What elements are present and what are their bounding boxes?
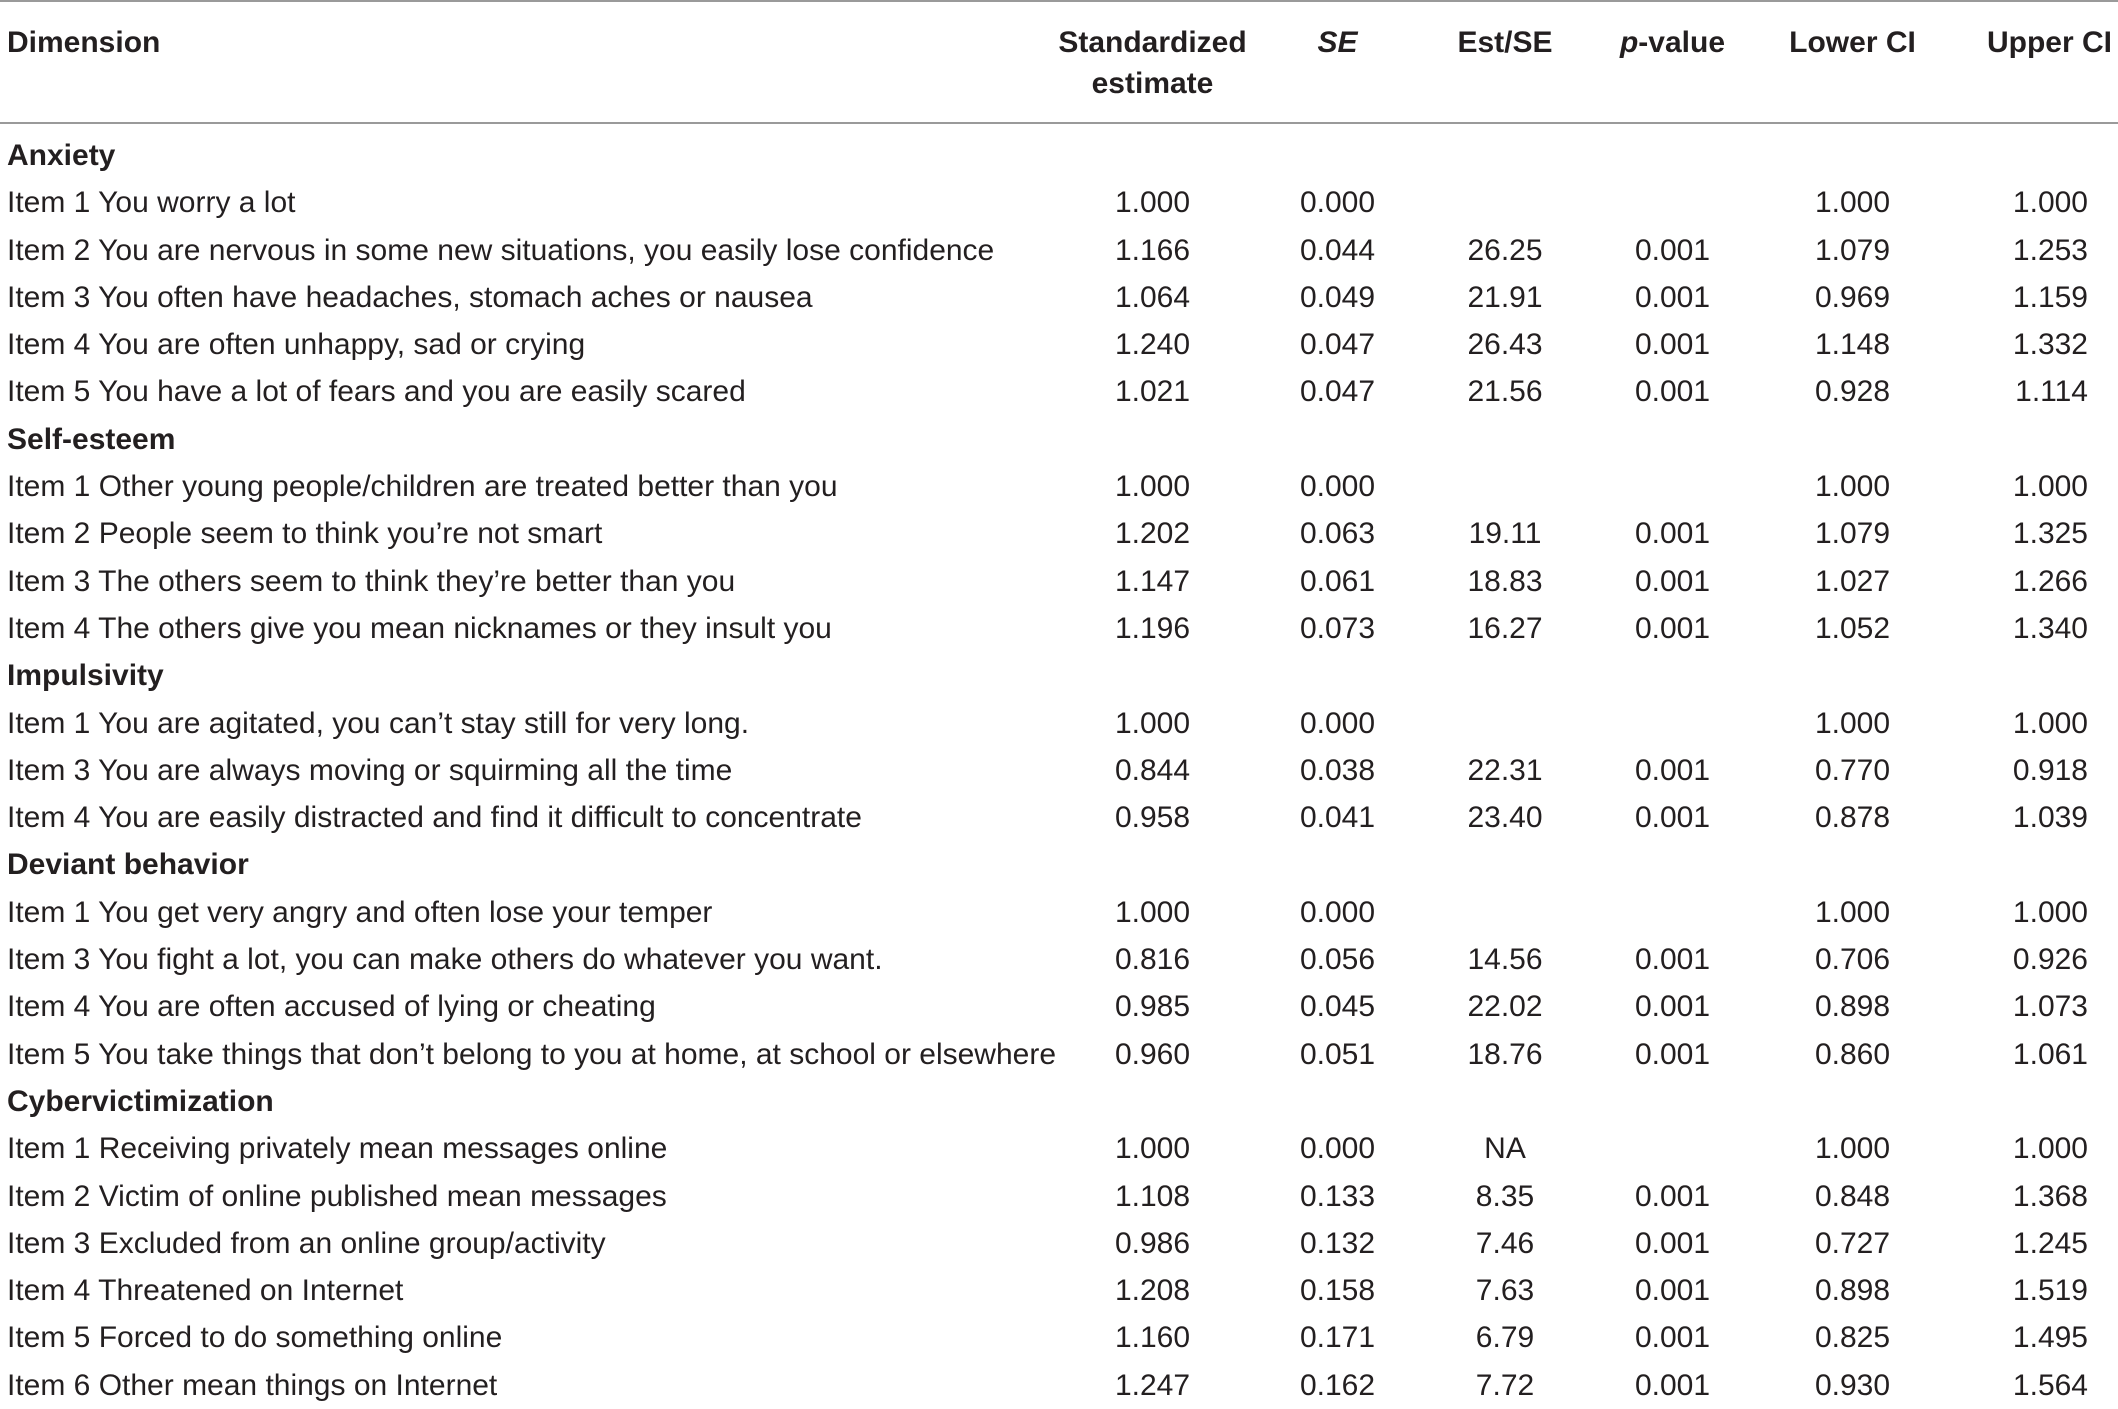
cell-lower-ci: 1.148 (1814, 328, 1891, 362)
cell-lower-ci: 1.000 (1814, 186, 1891, 220)
cell-p-value: 0.001 (1634, 375, 1711, 409)
cell-est-se (1425, 463, 1585, 510)
cell-item: Item 1 You get very angry and often lose your temper (7, 895, 713, 929)
cell-se: 0.132 (1299, 1226, 1376, 1260)
section-heading: Anxiety (7, 139, 116, 172)
cell-se: 0.063 (1299, 517, 1376, 551)
cell-item: Item 3 The others seem to think they’re better than you (7, 564, 736, 598)
cell-se: 0.049 (1299, 280, 1376, 314)
cell-item: Item 5 You take things that don’t belong to you at home, at school or elsewhere (7, 1037, 1057, 1071)
section-heading: Impulsivity (7, 659, 164, 693)
cell-upper-ci: 1.000 (2012, 1132, 2088, 1166)
cell-se: 0.000 (1299, 186, 1376, 220)
cell-lower-ci: 0.969 (1814, 280, 1891, 314)
cell-lower-ci: 0.930 (1814, 1368, 1891, 1402)
cell-est-se: 6.79 (1475, 1321, 1535, 1355)
table-row (0, 1220, 2118, 1267)
cell-standardized-estimate: 0.986 (1114, 1226, 1191, 1260)
cell-est-se: 19.11 (1468, 517, 1542, 551)
cell-est-se: 22.31 (1467, 753, 1543, 787)
cell-p-value (1585, 889, 1760, 936)
cell-p-value: 0.001 (1634, 943, 1711, 977)
cell-upper-ci: 1.495 (2012, 1321, 2088, 1355)
cell-item: Item 3 You are always moving or squirming all the time (7, 753, 733, 787)
table-row (0, 274, 2118, 321)
cell-se: 0.041 (1299, 801, 1376, 835)
cell-upper-ci: 1.332 (2012, 328, 2088, 362)
cell-p-value: 0.001 (1634, 517, 1711, 551)
cell-upper-ci: 1.114 (2015, 375, 2088, 409)
cell-upper-ci: 0.918 (2012, 753, 2088, 787)
cell-standardized-estimate: 1.000 (1114, 1132, 1191, 1166)
cell-se: 0.045 (1299, 990, 1376, 1024)
cell-item: Item 3 You often have headaches, stomach aches or nausea (7, 280, 813, 314)
cell-est-se: 7.63 (1475, 1274, 1535, 1308)
header-upper-ci: Upper CI (1986, 26, 2112, 59)
table-row (0, 1125, 2118, 1172)
cell-standardized-estimate: 1.000 (1114, 186, 1191, 220)
cell-est-se: 7.72 (1475, 1368, 1535, 1402)
cell-est-se: 21.91 (1467, 280, 1543, 314)
cell-item: Item 4 You are often accused of lying or cheating (7, 990, 656, 1024)
cell-p-value: 0.001 (1634, 1368, 1711, 1402)
cell-standardized-estimate: 1.160 (1114, 1321, 1191, 1355)
cell-se: 0.056 (1299, 943, 1376, 977)
cell-lower-ci: 0.706 (1814, 943, 1891, 977)
cell-upper-ci: 1.039 (2012, 801, 2088, 835)
cell-item: Item 5 Forced to do something online (7, 1321, 503, 1355)
cell-se: 0.000 (1299, 706, 1376, 740)
cell-p-value: 0.001 (1634, 611, 1711, 645)
cell-item: Item 1 Other young people/children are treated better than you (7, 470, 838, 504)
section-heading: Deviant behavior (7, 848, 249, 882)
section-row (0, 841, 2118, 888)
cell-lower-ci: 1.079 (1814, 517, 1891, 551)
cell-est-se: 16.27 (1467, 611, 1543, 645)
cell-lower-ci: 0.825 (1814, 1321, 1891, 1355)
cell-p-value: 0.001 (1634, 280, 1711, 314)
table-row (0, 1314, 2118, 1361)
section-heading: Self-esteem (7, 422, 176, 456)
cell-standardized-estimate: 0.960 (1114, 1037, 1191, 1071)
cell-standardized-estimate: 0.958 (1114, 801, 1191, 835)
cell-standardized-estimate: 1.202 (1114, 517, 1191, 551)
cell-p-value: 0.001 (1634, 1037, 1711, 1071)
cell-est-se: 18.76 (1467, 1037, 1543, 1071)
table-row (0, 510, 2118, 557)
cell-standardized-estimate: 1.147 (1114, 564, 1191, 598)
cell-lower-ci: 0.727 (1814, 1226, 1891, 1260)
cell-upper-ci: 1.253 (2012, 233, 2088, 267)
cell-lower-ci: 1.000 (1814, 470, 1891, 504)
header-p-rest: -value (1638, 26, 1726, 59)
cell-lower-ci: 1.000 (1814, 1132, 1891, 1166)
cell-p-value: 0.001 (1634, 801, 1711, 835)
table-row (0, 1362, 2118, 1409)
cell-upper-ci: 1.519 (2012, 1274, 2088, 1308)
cell-item: Item 4 The others give you mean nicknames or they insult you (7, 611, 832, 645)
table-row (0, 227, 2118, 274)
header-row (0, 1, 2118, 123)
table-row (0, 1173, 2118, 1220)
cell-est-se: 18.83 (1467, 564, 1543, 598)
cell-standardized-estimate: 1.064 (1114, 280, 1191, 314)
cell-standardized-estimate: 0.985 (1114, 990, 1191, 1024)
cell-se: 0.171 (1299, 1321, 1376, 1355)
cell-se: 0.047 (1299, 375, 1376, 409)
cell-lower-ci: 1.052 (1814, 611, 1891, 645)
table-row (0, 700, 2118, 747)
cell-lower-ci: 0.878 (1814, 801, 1891, 835)
header-p-value (1585, 1, 1760, 123)
cell-upper-ci: 1.266 (2012, 564, 2088, 598)
cell-lower-ci: 0.848 (1814, 1179, 1891, 1213)
cell-se: 0.047 (1299, 328, 1376, 362)
cell-p-value (1585, 179, 1760, 226)
cell-se: 0.162 (1299, 1368, 1376, 1402)
cell-lower-ci: 0.928 (1814, 375, 1891, 409)
cell-p-value: 0.001 (1634, 564, 1711, 598)
cell-lower-ci: 0.898 (1814, 1274, 1891, 1308)
cell-standardized-estimate: 1.247 (1114, 1368, 1191, 1402)
cell-standardized-estimate: 1.240 (1114, 328, 1191, 362)
table-row (0, 321, 2118, 368)
table-row (0, 368, 2118, 415)
cell-p-value: 0.001 (1634, 1179, 1711, 1213)
header-p-italic: p (1619, 26, 1639, 59)
cell-upper-ci: 1.325 (2012, 517, 2088, 551)
cell-est-se (1425, 889, 1585, 936)
cell-p-value: 0.001 (1634, 1226, 1711, 1260)
cell-standardized-estimate: 0.844 (1114, 753, 1191, 787)
header-lower-ci: Lower CI (1789, 26, 1916, 59)
cell-est-se (1425, 179, 1585, 226)
cell-est-se: 23.40 (1467, 801, 1543, 835)
section-row (0, 416, 2118, 463)
cell-item: Item 1 Receiving privately mean messages online (7, 1132, 668, 1166)
cell-p-value (1585, 700, 1760, 747)
cell-p-value: 0.001 (1634, 233, 1711, 267)
cell-p-value: 0.001 (1634, 1274, 1711, 1308)
cell-item: Item 4 Threatened on Internet (7, 1274, 404, 1308)
cell-est-se: 21.56 (1467, 375, 1543, 409)
cell-lower-ci: 0.898 (1814, 990, 1891, 1024)
cell-standardized-estimate: 1.196 (1114, 611, 1191, 645)
table-row (0, 794, 2118, 841)
cell-item: Item 6 Other mean things on Internet (7, 1368, 498, 1402)
cell-upper-ci: 1.073 (2012, 990, 2088, 1024)
cell-upper-ci: 1.340 (2012, 611, 2088, 645)
cell-item: Item 4 You are easily distracted and find it difficult to concentrate (7, 801, 862, 835)
cell-p-value: 0.001 (1634, 990, 1711, 1024)
header-dimension: Dimension (7, 26, 161, 59)
table-row (0, 179, 2118, 226)
cell-se: 0.158 (1299, 1274, 1376, 1308)
table-row (0, 889, 2118, 936)
cell-p-value (1585, 1125, 1760, 1172)
cell-item: Item 2 People seem to think you’re not smart (7, 517, 603, 551)
cell-standardized-estimate: 1.000 (1114, 470, 1191, 504)
table-row (0, 558, 2118, 605)
table-row (0, 983, 2118, 1030)
cell-item: Item 4 You are often unhappy, sad or crying (7, 328, 586, 362)
cell-upper-ci: 1.000 (2012, 706, 2088, 740)
cell-se: 0.000 (1299, 470, 1376, 504)
cell-p-value (1585, 463, 1760, 510)
cell-upper-ci: 1.000 (2012, 186, 2088, 220)
cell-upper-ci: 1.159 (2012, 280, 2088, 314)
cell-lower-ci: 0.770 (1814, 753, 1891, 787)
cell-est-se: 14.56 (1467, 943, 1543, 977)
cell-est-se: 26.43 (1467, 328, 1543, 362)
cell-item: Item 1 You are agitated, you can’t stay still for very long. (7, 706, 750, 740)
cell-upper-ci: 1.368 (2012, 1179, 2088, 1213)
cell-standardized-estimate: 1.108 (1114, 1179, 1191, 1213)
table-row (0, 936, 2118, 983)
table-row (0, 1267, 2118, 1314)
cell-p-value: 0.001 (1634, 328, 1711, 362)
cell-se: 0.061 (1299, 564, 1376, 598)
cell-standardized-estimate: 1.166 (1114, 233, 1191, 267)
cell-se: 0.073 (1299, 611, 1376, 645)
cell-upper-ci: 1.000 (2012, 895, 2088, 929)
cell-upper-ci: 0.926 (2012, 943, 2088, 977)
header-standardized-estimate: Standardized estimate (1058, 26, 1247, 100)
table-row (0, 1031, 2118, 1078)
cell-standardized-estimate: 1.000 (1114, 895, 1191, 929)
header-se: SE (1317, 26, 1358, 59)
cell-p-value: 0.001 (1634, 753, 1711, 787)
cell-item: Item 5 You have a lot of fears and you are easily scared (7, 375, 746, 409)
cell-se: 0.000 (1299, 1132, 1376, 1166)
cell-standardized-estimate: 0.816 (1114, 943, 1191, 977)
header-est-se: Est/SE (1457, 26, 1553, 59)
cell-se: 0.038 (1299, 753, 1376, 787)
cell-lower-ci: 1.027 (1814, 564, 1891, 598)
section-heading: Cybervictimization (7, 1084, 274, 1118)
cell-standardized-estimate: 1.021 (1114, 375, 1191, 409)
table-body (0, 123, 2118, 1409)
cell-lower-ci: 0.860 (1814, 1037, 1891, 1071)
cell-est-se: 26.25 (1467, 233, 1543, 267)
cell-upper-ci: 1.000 (2012, 470, 2088, 504)
cell-p-value: 0.001 (1634, 1321, 1711, 1355)
cell-upper-ci: 1.245 (2012, 1226, 2088, 1260)
cell-item: Item 2 You are nervous in some new situations, you easily lose confidence (7, 233, 995, 267)
cell-lower-ci: 1.079 (1814, 233, 1891, 267)
cell-est-se: NA (1484, 1132, 1526, 1166)
section-row (0, 123, 2118, 179)
table-header (0, 1, 2118, 123)
cell-standardized-estimate: 1.000 (1114, 706, 1191, 740)
cell-se: 0.133 (1299, 1179, 1376, 1213)
table-row (0, 747, 2118, 794)
cell-lower-ci: 1.000 (1814, 706, 1891, 740)
cell-item: Item 2 Victim of online published mean messages (7, 1179, 667, 1213)
cell-est-se: 22.02 (1467, 990, 1543, 1024)
cell-upper-ci: 1.061 (2012, 1037, 2088, 1071)
table-row (0, 463, 2118, 510)
cell-se: 0.000 (1299, 895, 1376, 929)
cell-lower-ci: 1.000 (1814, 895, 1891, 929)
cell-est-se: 7.46 (1475, 1226, 1535, 1260)
cell-se: 0.044 (1299, 233, 1376, 267)
cell-item: Item 1 You worry a lot (7, 186, 296, 220)
cell-est-se (1425, 700, 1585, 747)
section-row (0, 652, 2118, 699)
table-row (0, 605, 2118, 652)
cell-item: Item 3 You fight a lot, you can make others do whatever you want. (7, 943, 883, 977)
cell-item: Item 3 Excluded from an online group/activity (7, 1226, 606, 1260)
cell-standardized-estimate: 1.208 (1114, 1274, 1191, 1308)
cell-upper-ci: 1.564 (2012, 1368, 2088, 1402)
cell-est-se: 8.35 (1475, 1179, 1535, 1213)
section-row (0, 1078, 2118, 1125)
cell-se: 0.051 (1299, 1037, 1376, 1071)
